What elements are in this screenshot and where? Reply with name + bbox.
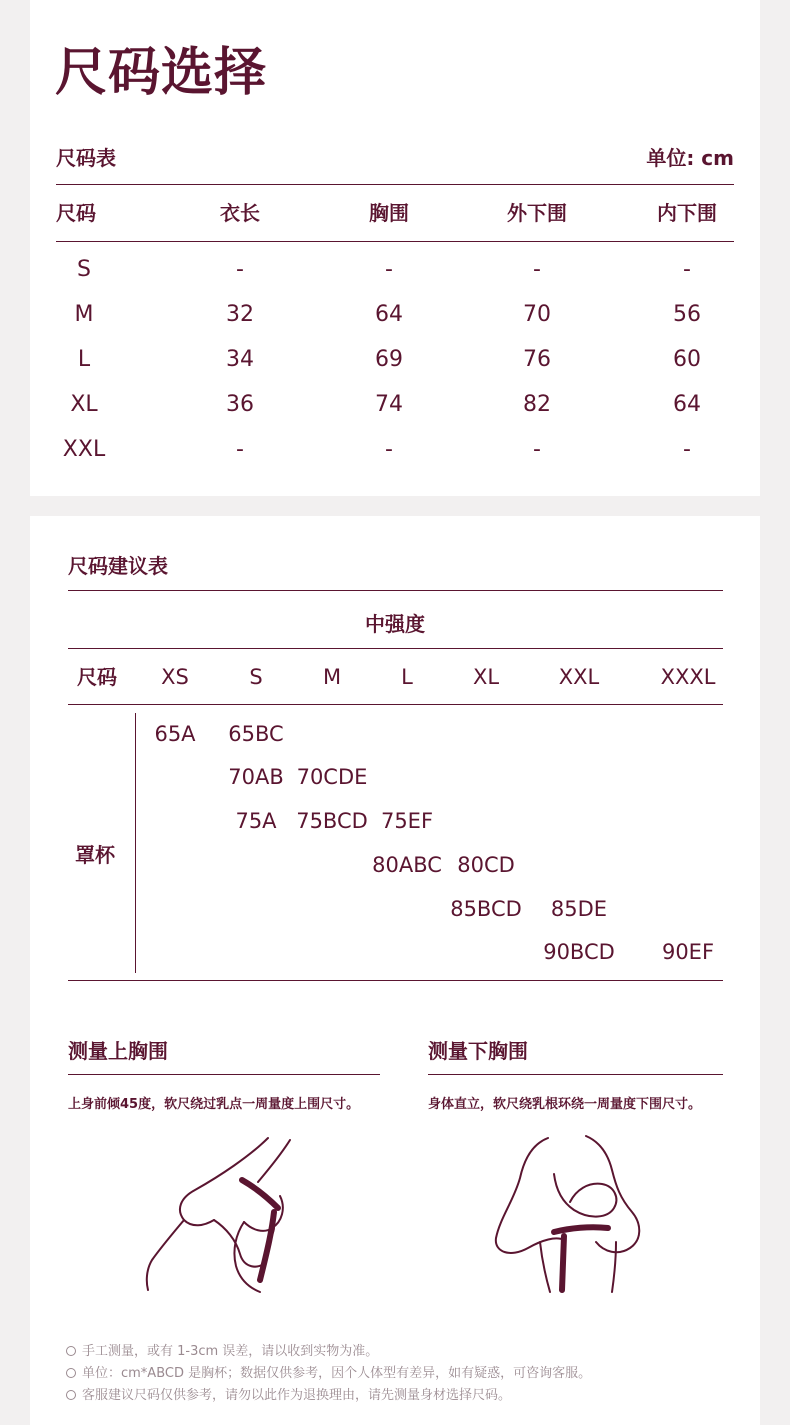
table-cell: - bbox=[533, 257, 541, 282]
left-waist-outline bbox=[540, 1242, 550, 1292]
cup-80abc: 80ABC bbox=[372, 853, 442, 877]
table-cell: - bbox=[236, 257, 244, 282]
divider bbox=[68, 648, 723, 649]
size-xs: XS bbox=[161, 665, 189, 689]
size-s: S bbox=[249, 665, 263, 689]
table-cell: 60 bbox=[673, 347, 701, 372]
table-cell: XXL bbox=[62, 437, 106, 462]
table-cell: - bbox=[683, 437, 691, 462]
header-bust: 胸围 bbox=[369, 201, 409, 225]
note-3: 客服建议尺码仅供参考，请勿以此作为退换理由，请先测量身材选择尺码。 bbox=[66, 1384, 511, 1403]
suggest-row-label: 尺码 bbox=[77, 665, 117, 689]
measuring-tape bbox=[562, 1236, 564, 1290]
bullet-icon bbox=[66, 1346, 76, 1356]
size-l: L bbox=[401, 665, 413, 689]
divider bbox=[68, 980, 723, 981]
unit-label: 单位: cm bbox=[646, 146, 734, 170]
divider bbox=[56, 241, 734, 242]
bullet-icon bbox=[66, 1368, 76, 1378]
divider bbox=[68, 590, 723, 591]
under-bust-measure-illustration bbox=[490, 1130, 650, 1295]
note-1: 手工测量，或有 1-3cm 误差，请以收到实物为准。 bbox=[66, 1340, 378, 1359]
upper-bust-desc: 上身前倾45度，软尺绕过乳点一周量度上围尺寸。 bbox=[68, 1097, 360, 1112]
table-cell: - bbox=[236, 437, 244, 462]
table-cell: 69 bbox=[375, 347, 403, 372]
right-arm-outline bbox=[586, 1136, 639, 1252]
table-cell: 34 bbox=[226, 347, 254, 372]
divider bbox=[68, 704, 723, 705]
right-waist-outline bbox=[612, 1242, 616, 1292]
lower-bust-desc: 身体直立，软尺绕乳根环绕一周量度下围尺寸。 bbox=[428, 1097, 702, 1112]
table-cell: XL bbox=[70, 392, 98, 417]
measuring-tape bbox=[554, 1227, 608, 1232]
cup-90bcd: 90BCD bbox=[543, 940, 615, 964]
upper-bust-title: 测量上胸围 bbox=[68, 1039, 168, 1063]
header-outer-underbust: 外下围 bbox=[507, 201, 567, 225]
cup-85de: 85DE bbox=[550, 897, 608, 921]
divider bbox=[428, 1074, 723, 1075]
table-cell: - bbox=[533, 437, 541, 462]
page-title: 尺码选择 bbox=[55, 43, 268, 103]
cup-75ef: 75EF bbox=[380, 809, 434, 833]
header-inner-underbust: 内下围 bbox=[657, 201, 717, 225]
cup-85bcd: 85BCD bbox=[450, 897, 522, 921]
cup-70cde: 70CDE bbox=[296, 765, 368, 789]
arm-outline bbox=[180, 1138, 268, 1225]
table-cell: 74 bbox=[375, 392, 403, 417]
cup-90ef: 90EF bbox=[661, 940, 715, 964]
table-cell: 82 bbox=[523, 392, 551, 417]
header-size: 尺码 bbox=[56, 201, 96, 225]
cup-65bc: 65BC bbox=[228, 722, 284, 746]
divider bbox=[68, 1074, 380, 1075]
lower-bust-title: 测量下胸围 bbox=[428, 1039, 528, 1063]
size-xxxl: XXXL bbox=[660, 665, 716, 689]
header-length: 衣长 bbox=[220, 201, 260, 225]
size-xxl: XXL bbox=[558, 665, 600, 689]
table-cell: - bbox=[683, 257, 691, 282]
table-cell: 64 bbox=[673, 392, 701, 417]
cup-70ab: 70AB bbox=[228, 765, 284, 789]
bullet-icon bbox=[66, 1390, 76, 1400]
measuring-tape bbox=[242, 1180, 278, 1208]
size-table-header bbox=[56, 193, 734, 233]
table-cell: 64 bbox=[375, 302, 403, 327]
shoulder-outline bbox=[258, 1140, 290, 1182]
table-cell: - bbox=[385, 257, 393, 282]
divider bbox=[135, 713, 136, 973]
divider bbox=[56, 184, 734, 185]
suggest-table-title: 尺码建议表 bbox=[68, 554, 168, 578]
size-table-title: 尺码表 bbox=[56, 146, 116, 170]
cup-75a: 75A bbox=[235, 809, 277, 833]
size-m: M bbox=[322, 665, 342, 689]
table-cell: 36 bbox=[226, 392, 254, 417]
bust-outline bbox=[244, 1196, 283, 1231]
table-cell: 70 bbox=[523, 302, 551, 327]
size-xl: XL bbox=[472, 665, 500, 689]
table-cell: L bbox=[77, 347, 91, 372]
table-cell: 76 bbox=[523, 347, 551, 372]
intensity-label: 中强度 bbox=[365, 612, 425, 636]
cup-label: 罩杯 bbox=[75, 843, 115, 867]
table-cell: M bbox=[74, 302, 94, 327]
table-cell: 32 bbox=[226, 302, 254, 327]
cup-75bcd: 75BCD bbox=[296, 809, 368, 833]
cup-80cd: 80CD bbox=[457, 853, 515, 877]
measuring-tape bbox=[260, 1212, 274, 1280]
table-cell: - bbox=[385, 437, 393, 462]
back-outline bbox=[147, 1220, 184, 1290]
torso-outline bbox=[234, 1222, 260, 1292]
left-arm-outline bbox=[496, 1138, 564, 1253]
note-2: 单位：cm*ABCD 是胸杯；数据仅供参考，因个人体型有差异，如有疑惑，可咨询客服。 bbox=[66, 1362, 591, 1381]
table-cell: 56 bbox=[673, 302, 701, 327]
cup-65a: 65A bbox=[154, 722, 196, 746]
table-cell: S bbox=[77, 257, 91, 282]
bust-outline bbox=[554, 1174, 616, 1217]
upper-bust-measure-illustration bbox=[140, 1130, 310, 1295]
